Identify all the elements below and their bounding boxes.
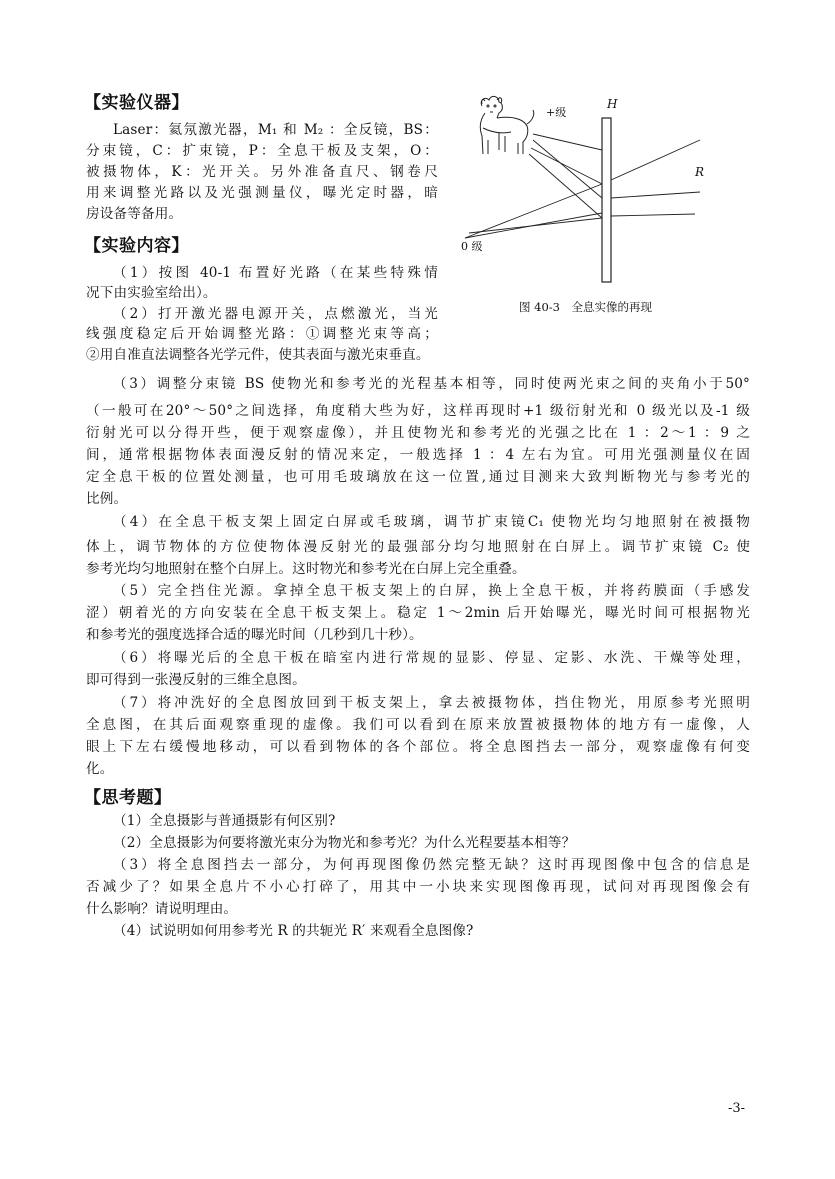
content-line-9: 间，通常根据物体表面漫反射的情况来定，一般选择 1 ：4 左右为宜。可用光强测量仪在固: [86, 447, 750, 463]
content-line-21: 全息图，在其后面观察重现的虚像。我们可以看到在原来放置被摄物体的地方有一虚像，人: [86, 717, 750, 733]
questions-line-2: （2）全息摄影为何要将激光束分为物光和参考光？为什么光程要基本相等？: [113, 835, 576, 851]
page-number: -3-: [728, 1101, 746, 1116]
content-line-17: 和参考光的强度选择合适的曝光时间（几秒到几十秒）。: [86, 627, 423, 643]
label-plus1: +级: [546, 106, 567, 119]
instruments-line-2: 分束镜，C：扩束镜，P：全息干板及支架，O：: [86, 143, 438, 159]
section-title-instruments: 【实验仪器】: [84, 93, 189, 113]
instruments-line-3: 被摄物体，K：光开关。另外准备直尺、钢卷尺: [86, 164, 438, 180]
content-line-14: 参考光均匀地照射在整个白屏上。这时物光和参考光在白屏上完全重叠。: [86, 561, 526, 577]
questions-line-3: （3）将全息图挡去一部分，为何再现图像仍然完整无缺？这时再现图像中包含的信息是: [113, 857, 750, 873]
questions-line-6: （4）试说明如何用参考光 R 的共轭光 R′ 来观看全息图像?: [113, 923, 474, 939]
content-line-4: 线强度稳定后开始调整光路：①调整光束等高；: [86, 326, 438, 342]
content-line-13: 体上，调节物体的方位使物体漫反射光的最强部分均匀地照射在白屏上。调节扩束镜 C₂ 使: [86, 539, 750, 555]
hologram-plate: [602, 118, 611, 282]
content-line-12: （4）在全息干板支架上固定白屏或毛玻璃，调节扩束镜C₁ 使物光均匀地照射在被摄物: [113, 514, 750, 530]
content-line-5: ②用自准直法调整各光学元件，使其表面与激光束垂直。: [86, 347, 430, 363]
instruments-line-1: Laser：氦氖激光器，M₁ 和 M₂ ：全反镜，BS：: [113, 122, 438, 138]
content-line-6: （3）调整分束镜 BS 使物光和参考光的光程基本相等，同时使两光束之间的夹角小于50°: [113, 376, 750, 392]
content-line-8: 衍射光可以分得开些，便于观察虚像），并且使物光和参考光的光强之比在 1 ：2～1 ：9 之: [86, 425, 750, 441]
instruments-line-4: 用来调整光路以及光强测量仪，曝光定时器，暗: [86, 185, 438, 201]
content-line-15: （5）完全挡住光源。拿掉全息干板支架上的白屏，换上全息干板，并将药膜面（手感发: [113, 583, 750, 599]
content-line-23: 化。: [86, 761, 114, 777]
section-title-questions: 【思考题】: [84, 788, 172, 808]
instruments-line-5: 房设备等备用。: [86, 206, 183, 222]
content-line-3: （2）打开激光器电源开关，点燃激光，当光: [113, 306, 438, 322]
content-line-1: （1）按图 40-1 布置好光路（在某些特殊情: [113, 265, 438, 281]
dog-sketch-icon: [480, 96, 533, 154]
content-line-11: 比例。: [86, 491, 128, 507]
label-zero: 0 级: [461, 240, 483, 253]
content-line-10: 定全息干板的位置处测量，也可用毛玻璃放在这一位置,通过目测来大致判断物光与参考光的: [86, 469, 750, 485]
content-line-20: （7）将冲洗好的全息图放回到干板支架上，拿去被摄物体，挡住物光，用原参考光照明: [113, 695, 750, 711]
figure-caption: 图 40-3 全息实像的再现: [519, 300, 652, 314]
label-H: H: [607, 97, 618, 111]
questions-line-5: 什么影响？请说明理由。: [86, 901, 238, 917]
questions-line-4: 否减少了？如果全息片不小心打碎了，用其中一小块来实现图像再现，试问对再现图像会有: [86, 879, 750, 895]
content-line-7: （一般可在20°～50°之间选择，角度稍大些为好，这样再现时+1 级衍射光和 0 级光以及-1 级: [86, 403, 750, 419]
content-line-16: 涩）朝着光的方向安装在全息干板支架上。稳定 1～2min 后开始曝光，曝光时间可根据物光: [86, 605, 750, 621]
section-title-content: 【实验内容】: [84, 236, 189, 256]
questions-line-1: （1）全息摄影与普通摄影有何区别?: [113, 813, 336, 829]
figure-diagram: [455, 88, 725, 288]
content-line-22: 眼上下左右缓慢地移动，可以看到物体的各个部位。将全息图挡去一部分，观察虚像有何变: [86, 739, 750, 755]
content-line-2: 况下由实验室给出）。: [86, 285, 217, 301]
content-line-18: （6）将曝光后的全息干板在暗室内进行常规的显影、停显、定影、水洗、干燥等处理，: [113, 650, 750, 666]
content-line-19: 即可得到一张漫反射的三维全息图。: [86, 672, 306, 688]
hologram-reconstruction-figure: [455, 88, 725, 288]
label-R: R: [695, 165, 705, 179]
